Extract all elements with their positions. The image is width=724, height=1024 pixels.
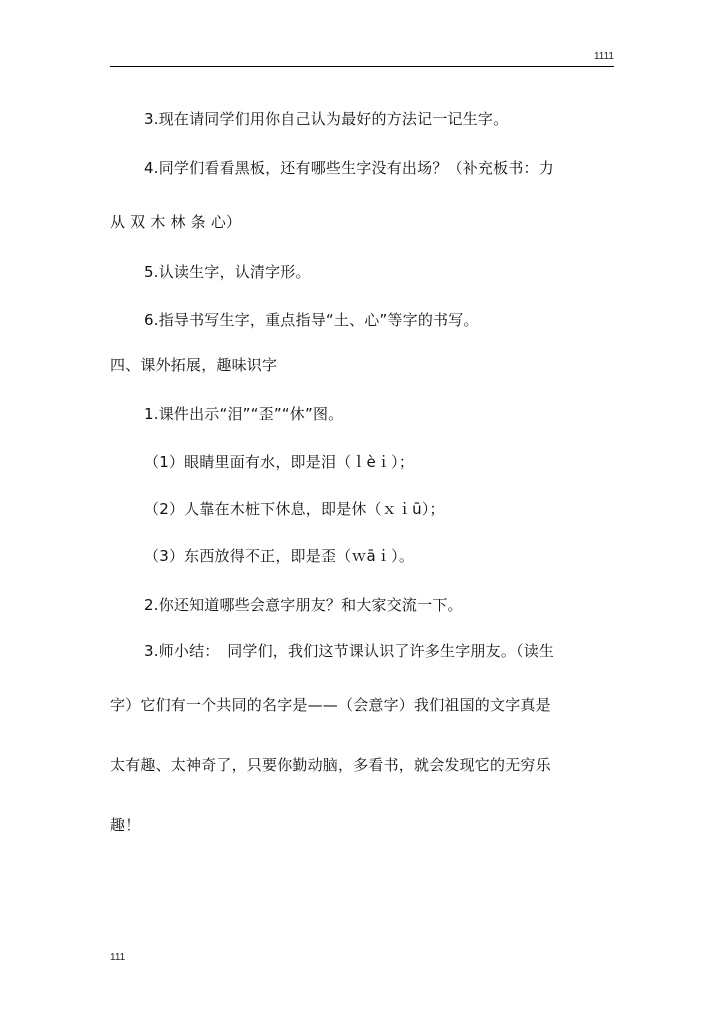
text-line-12: 3.师小结： 同学们，我们这节课认识了许多生字朋友。（读生 [144, 642, 555, 660]
text-line-7: 1.课件出示“泪”“歪”“休”图。 [144, 405, 344, 423]
text-line-11: 2.你还知道哪些会意字朋友？和大家交流一下。 [144, 596, 463, 614]
text-line-4: 5.认读生字，认清字形。 [144, 263, 311, 281]
text-line-10: （3）东西放得不正，即是歪（ｗāｉ）。 [144, 547, 415, 565]
text-line-5: 6.指导书写生字，重点指导“土、心”等字的书写。 [144, 311, 479, 329]
header-rule [110, 66, 614, 67]
text-line-8: （1）眼睛里面有水，即是泪（ｌèｉ）； [144, 453, 415, 471]
footer-page-number: 111 [110, 952, 126, 963]
text-line-2: 4.同学们看看黑板，还有哪些生字没有出场？（补充板书：力 [144, 159, 554, 177]
text-line-3: 从 双 木 林 条 心） [110, 213, 242, 231]
header-page-number: 1111 [593, 51, 614, 62]
text-line-14: 太有趣、太神奇了，只要你勤动脑，多看书，就会发现它的无穷乐 [110, 756, 551, 774]
text-line-13: 字）它们有一个共同的名字是——（会意字）我们祖国的文字真是 [110, 696, 551, 714]
text-line-1: 3.现在请同学们用你自己认为最好的方法记一记生字。 [144, 110, 509, 128]
text-line-15: 趣！ [110, 816, 141, 834]
text-line-9: （2）人靠在木桩下休息，即是休（ｘｉū）； [144, 500, 445, 518]
section-heading: 四、课外拓展，趣味识字 [110, 356, 278, 374]
